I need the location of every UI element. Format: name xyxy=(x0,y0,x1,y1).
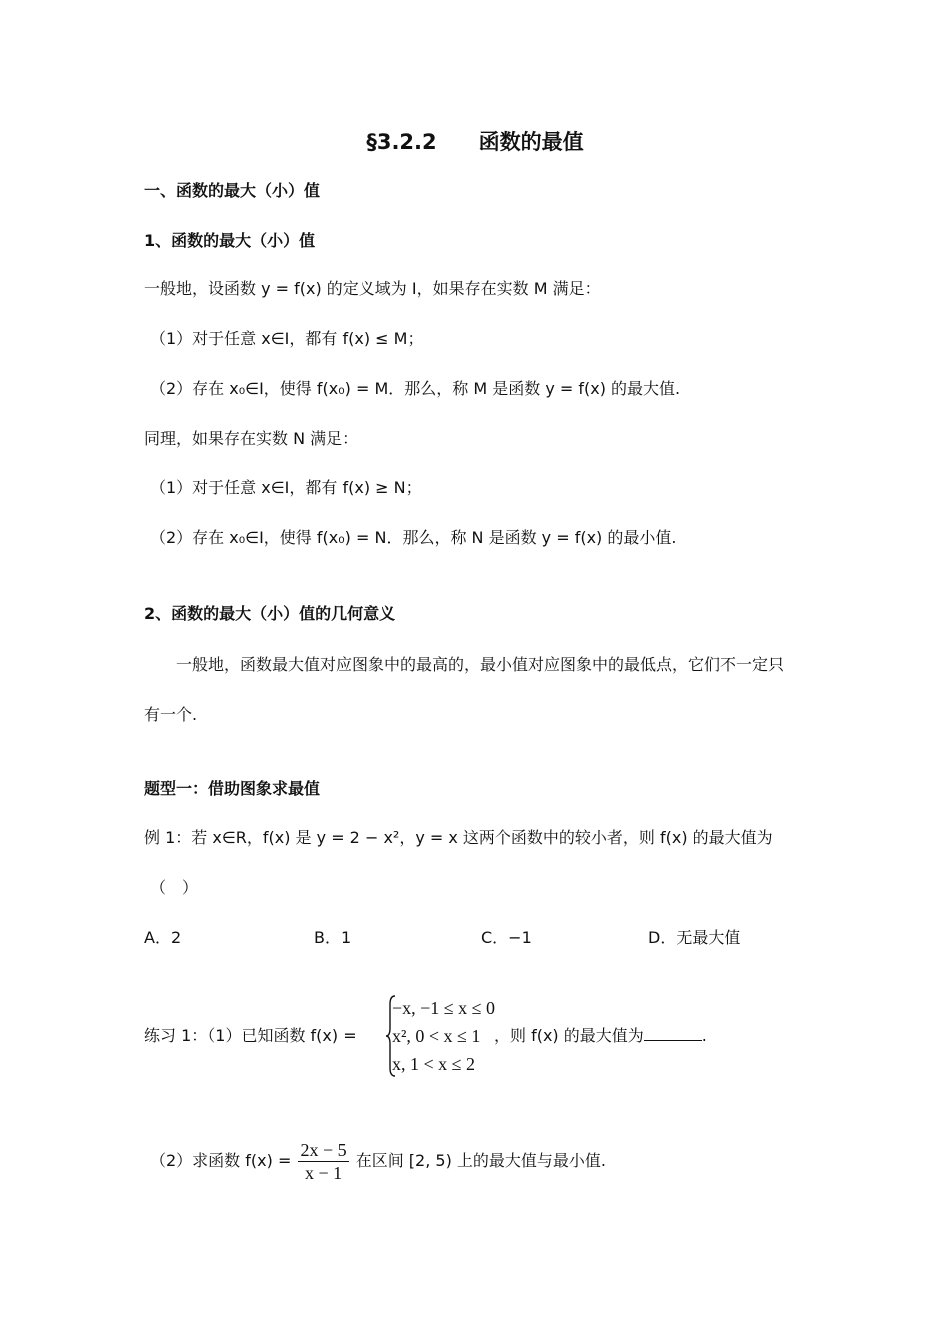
fraction-numerator: 2x − 5 xyxy=(300,1140,347,1160)
section-heading-max-min: 一、函数的最大（小）值 xyxy=(144,181,321,200)
fraction-denominator: x − 1 xyxy=(304,1163,343,1183)
exercise-1-tail-text: ，则 f(x) 的最大值为 xyxy=(494,1026,644,1045)
page-title: §3.2.2 函数的最值 xyxy=(366,130,584,154)
exercise-1-period: . xyxy=(701,1026,707,1045)
min-condition-2: （2）存在 x₀∈I，使得 f(x₀) = N．那么，称 N 是函数 y = f(x) 的最小值. xyxy=(150,528,677,547)
part-2-tail: 在区间 [2, 5) 上的最大值与最小值. xyxy=(355,1151,606,1170)
example-1-answer-paren: （ ） xyxy=(150,878,199,897)
option-b: B．1 xyxy=(314,928,352,947)
example-1-stem: 例 1：若 x∈R，f(x) 是 y = 2 − x²，y = x 这两个函数中的较小者，则 f(x) 的最大值为 xyxy=(144,828,773,847)
question-type-heading: 题型一：借助图象求最值 xyxy=(144,779,321,798)
exercise-1-part-2 xyxy=(150,1138,606,1184)
answer-blank xyxy=(644,1024,702,1041)
min-condition-1: （1）对于任意 x∈I，都有 f(x) ≥ N； xyxy=(150,478,422,497)
piecewise-case-2: x², 0 < x ≤ 1 xyxy=(392,1026,481,1046)
exercise-1-tail xyxy=(494,1024,707,1048)
subsection-heading-definition: 1、函数的最大（小）值 xyxy=(144,231,316,250)
option-d: D．无最大值 xyxy=(648,928,741,947)
subsection-heading-geometry: 2、函数的最大（小）值的几何意义 xyxy=(144,604,396,623)
option-a: A．2 xyxy=(144,928,182,947)
definition-intro: 一般地，设函数 y = f(x) 的定义域为 I，如果存在实数 M 满足： xyxy=(144,279,601,298)
fraction xyxy=(298,1139,348,1184)
exercise-1-label: 练习 1：（1）已知函数 f(x) = xyxy=(144,1026,357,1045)
part-2-prefix: （2）求函数 f(x) = xyxy=(150,1151,292,1170)
piecewise-case-3: x, 1 < x ≤ 2 xyxy=(392,1054,476,1074)
geometry-paragraph-line-2: 有一个. xyxy=(144,705,198,724)
geometry-paragraph-line-1: 一般地，函数最大值对应图象中的最高的，最小值对应图象中的最低点，它们不一定只 xyxy=(176,655,785,674)
max-condition-1: （1）对于任意 x∈I，都有 f(x) ≤ M； xyxy=(150,329,424,348)
max-condition-2: （2）存在 x₀∈I，使得 f(x₀) = M．那么，称 M 是函数 y = f(x) 的最大值. xyxy=(150,379,681,398)
piecewise-case-1: −x, −1 ≤ x ≤ 0 xyxy=(392,998,496,1018)
option-c: C．−1 xyxy=(481,928,532,947)
min-intro: 同理，如果存在实数 N 满足： xyxy=(144,429,359,448)
